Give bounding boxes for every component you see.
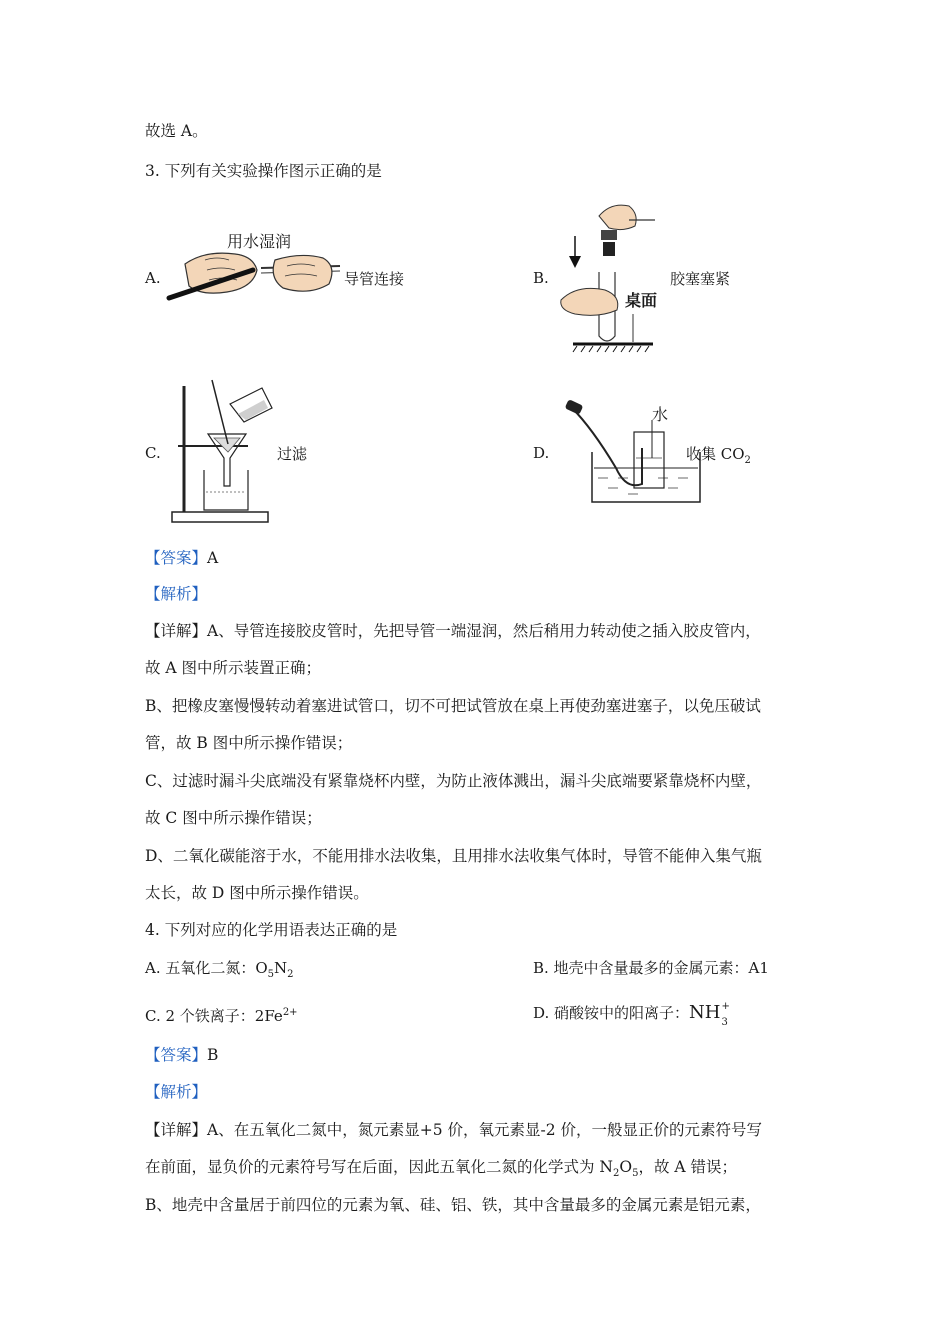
detail-line: B、地壳中含量居于前四位的元素为氧、硅、铝、铁，其中含量最多的金属元素是铝元素，	[145, 1196, 761, 1214]
analysis-heading: 【解析】	[145, 585, 208, 603]
option-b-letter: B.	[533, 269, 549, 287]
option-b-label: 胶塞塞紧	[670, 270, 731, 288]
text-line: 故选 A。	[145, 122, 208, 140]
figure-d-caption: 水	[652, 405, 669, 424]
answer-4: 【答案】B	[145, 1046, 219, 1064]
q4-option-d: D. 硝酸铵中的阳离子：NH + 3	[533, 1001, 730, 1028]
detail-line: 故 C 图中所示操作错误；	[145, 809, 322, 827]
answer-3: 【答案】A	[145, 549, 219, 567]
detail-line: 管，故 B 图中所示操作错误；	[145, 734, 353, 752]
option-d-label: 收集 $CO_2$	[686, 445, 751, 466]
option-c-label: 过滤	[277, 445, 308, 463]
detail-line: C、过滤时漏斗尖底端没有紧靠烧杯内壁，为防止液体溅出，漏斗尖底端要紧靠烧杯内壁，	[145, 772, 762, 790]
q4-option-b: B. 地壳中含量最多的金属元素：A1	[533, 959, 769, 977]
detail-line: 太长，故 D 图中所示操作错误。	[145, 884, 369, 902]
detail-line: D、二氧化碳能溶于水，不能用排水法收集，且用排水法收集气体时，导管不能伸入集气瓶	[145, 847, 762, 865]
detail-line: B、把橡皮塞慢慢转动着塞进试管口，切不可把试管放在桌上再使劲塞进塞子，以免压破试	[145, 697, 761, 715]
q4-option-c: C. 2 个铁离子：$2Fe^{2+}$	[145, 1007, 298, 1025]
detail-line: 在前面，显负价的元素符号写在后面，因此五氧化二氮的化学式为 $N_2O_5$，故 A 错误；	[145, 1158, 738, 1180]
option-c-letter: C.	[145, 444, 161, 462]
question-3: 3. 下列有关实验操作图示正确的是	[145, 162, 382, 180]
analysis-heading: 【解析】	[145, 1083, 208, 1101]
detail-line: 【详解】A、在五氧化二氮中，氮元素显+5 价，氧元素显-2 价，一般显正价的元素符号写	[145, 1121, 763, 1139]
q4-option-a: A. 五氧化二氮：$O_5N_2$	[145, 959, 294, 980]
option-a-letter: A.	[145, 269, 161, 287]
stopper-insertion-figure	[555, 196, 660, 356]
option-d-letter: D.	[533, 444, 550, 462]
figure-b-caption: 桌面	[625, 291, 658, 310]
detail-line: 【详解】A、导管连接胶皮管时，先把导管一端湿润，然后稍用力转动使之插入胶皮管内，	[145, 622, 761, 640]
question-4: 4. 下列对应的化学用语表达正确的是	[145, 921, 398, 939]
detail-line: 故 A 图中所示装置正确；	[145, 659, 322, 677]
figure-a-caption: 用水湿润	[227, 232, 292, 251]
filtration-figure	[168, 378, 273, 528]
option-a-label: 导管连接	[344, 270, 405, 288]
